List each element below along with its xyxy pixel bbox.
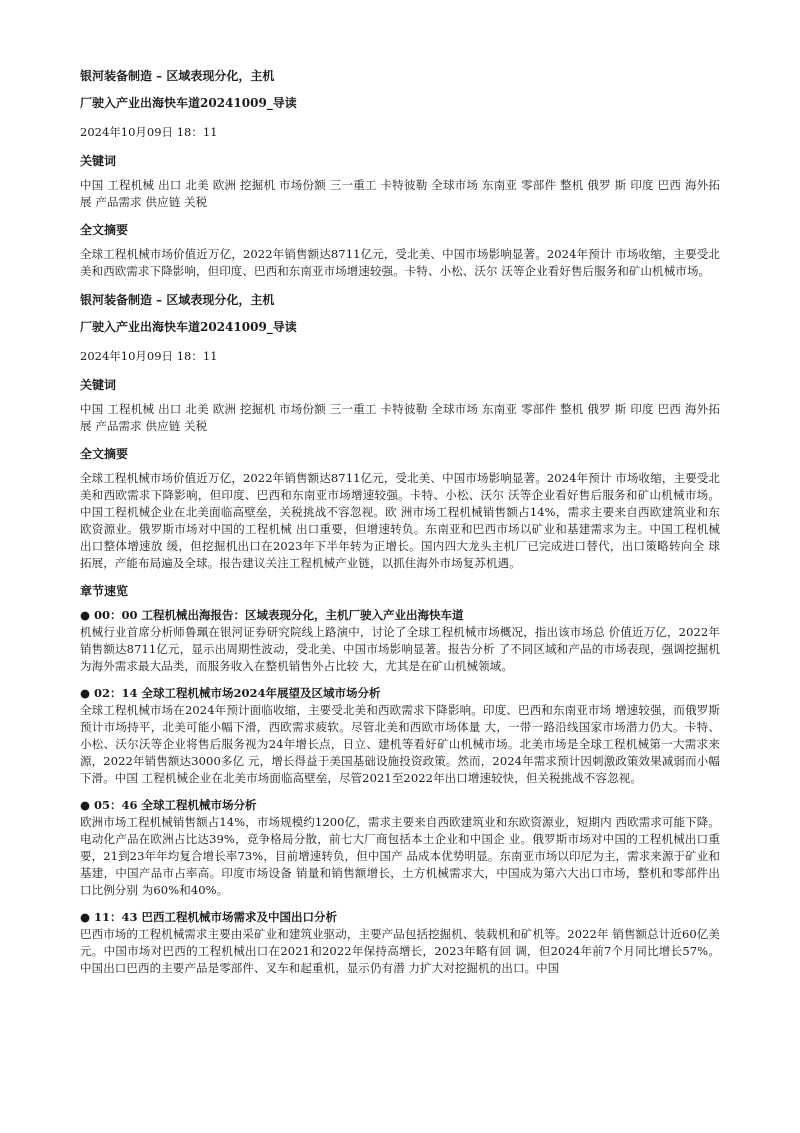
keywords-text-repeat: 中国 工程机械 出口 北美 欧洲 挖掘机 市场份额 三一重工 卡特彼勒 全球市场 东南亚 零部件 整机 俄罗 斯 印度 巴西 海外拓展 产品需求 供应链 关税: [80, 402, 720, 433]
doc-title-line1-repeat: 银河装备制造 – 区域表现分化，主机: [80, 293, 275, 307]
summary-text-full: 全球工程机械市场价值近万亿，2022年销售额达8711亿元，受北美、中国市场影响显著。2024年预计 市场收缩，主要受北美和西欧需求下降影响，但印度、巴西和东南亚市场增速较强。卡特、小松、沃尔 沃等企业看好售后服务和矿山机械市场。中国工程机械企业在北美面临高壁垒，关税挑战不容忽视。欧 洲市场工程机械销售额占14%，需求主要来自西欧建筑业和东欧资源业。俄罗斯市场对中国的工程机械 出口重要，但增速转负。东南亚和巴西市场以矿业和基建需求为主。中国工程机械出口整体增速放 缓，但挖掘机出口在2023年下半年转为正增长。国内四大龙头主机厂已完成进口替代，出口策略转向全 球拓展，产能布局遍及全球。报告建议关注工程机械产业链，以抓住海外市场复苏机遇。: [80, 471, 720, 570]
keywords-text: 中国 工程机械 出口 北美 欧洲 挖掘机 市场份额 三一重工 卡特彼勒 全球市场 东南亚 零部件 整机 俄罗 斯 印度 巴西 海外拓展 产品需求 供应链 关税: [80, 178, 720, 209]
chapter-item: [80, 797, 720, 899]
summary-heading-repeat: 全文摘要: [80, 447, 129, 461]
summary-text: 全球工程机械市场价值近万亿，2022年销售额达8711亿元，受北美、中国市场影响显著。2024年预计 市场收缩，主要受北美和西欧需求下降影响，但印度、巴西和东南亚市场增速较强。卡特、小松、沃尔 沃等企业看好售后服务和矿山机械市场。: [80, 247, 720, 278]
chapter-title: ● 11：43 巴西工程机械市场需求及中国出口分析: [80, 910, 338, 924]
chapter-title: ● 05：46 全球工程机械市场分析: [80, 798, 257, 812]
document-content: [80, 66, 720, 987]
keywords-heading-repeat: 关键词: [80, 378, 117, 392]
chapter-body: 机械行业首席分析师鲁珮在银河证券研究院线上路演中，讨论了全球工程机械市场概况，指出该市场总 价值近万亿，2022年销售额达8711亿元，显示出周期性波动，受北美、中国市场影响显著。报告分析 了不同区域和产品的市场表现，强调挖掘机为海外需求最大品类，而服务收入在整机销售外占比较 大，尤其是在矿山机械领域。: [80, 625, 720, 673]
chapter-body: 全球工程机械市场在2024年预计面临收缩，主要受北美和西欧需求下降影响。印度、巴西和东南亚市场 增速较强，而俄罗斯预计市场持平，北美可能小幅下滑，西欧需求疲软。尽管北美和西欧市场体量 大，一带一路沿线国家市场潜力仍大。卡特、小松、沃尔沃等企业将售后服务视为24年增长点，日立、建机等看好矿山机械市场。北美市场是全球工程机械第一大需求来源，2022年销售额达3000多亿 元，增长得益于美国基础设施投资政策。然而，2024年需求预计因刺激政策效果减弱而小幅下滑。中国 工程机械企业在北美市场面临高壁垒，尽管2021至2022年出口增速较快，但关税挑战不容忽视。: [80, 703, 720, 785]
summary-heading: 全文摘要: [80, 223, 129, 237]
doc-date-repeat: 2024年10月09日 18：11: [80, 349, 218, 363]
chapter-body: 欧洲市场工程机械销售额占14%，市场规模约1200亿，需求主要来自西欧建筑业和东欧资源业，短期内 西欧需求可能下降。电动化产品在欧洲占比达39%，竞争格局分散，前七大厂商包括本土企业和中国企 业。俄罗斯市场对中国的工程机械出口重要，21到23年年均复合增长率73%，目前增速转负，但中国产 品成本优势明显。东南亚市场以印尼为主，需求来源于矿业和基建，中国产品市占率高。印度市场设备 销量和销售额增长，土方机械需求大，中国成为第六大出口市场，整机和零部件出口比例分别 为60%和40%。: [80, 815, 720, 897]
chapter-item: [80, 909, 720, 977]
keywords-heading: 关键词: [80, 154, 117, 168]
chapter-title: ● 02：14 全球工程机械市场2024年展望及区域市场分析: [80, 686, 381, 700]
chapters-heading: 章节速览: [80, 584, 129, 598]
chapter-title: ● 00：00 工程机械出海报告：区域表现分化，主机厂驶入产业出海快车道: [80, 608, 464, 622]
doc-date: 2024年10月09日 18：11: [80, 125, 218, 139]
chapter-body: 巴西市场的工程机械需求主要由采矿业和建筑业驱动，主要产品包括挖掘机、装载机和矿机等。2022年 销售额总计近60亿美元。中国市场对巴西的工程机械出口在2021和2022年保持高增长，2023年略有回 调，但2024年前7个月同比增长57%。中国出口巴西的主要产品是零部件、叉车和起重机，显示仍有潜 力扩大对挖掘机的出口。中国: [80, 927, 720, 975]
doc-title-line2-repeat: 厂驶入产业出海快车道20241009_导读: [80, 320, 297, 334]
doc-title-line2: 厂驶入产业出海快车道20241009_导读: [80, 96, 297, 110]
doc-title-line1: 银河装备制造 – 区域表现分化，主机: [80, 69, 275, 83]
chapter-item: [80, 685, 720, 787]
chapter-item: [80, 607, 720, 675]
